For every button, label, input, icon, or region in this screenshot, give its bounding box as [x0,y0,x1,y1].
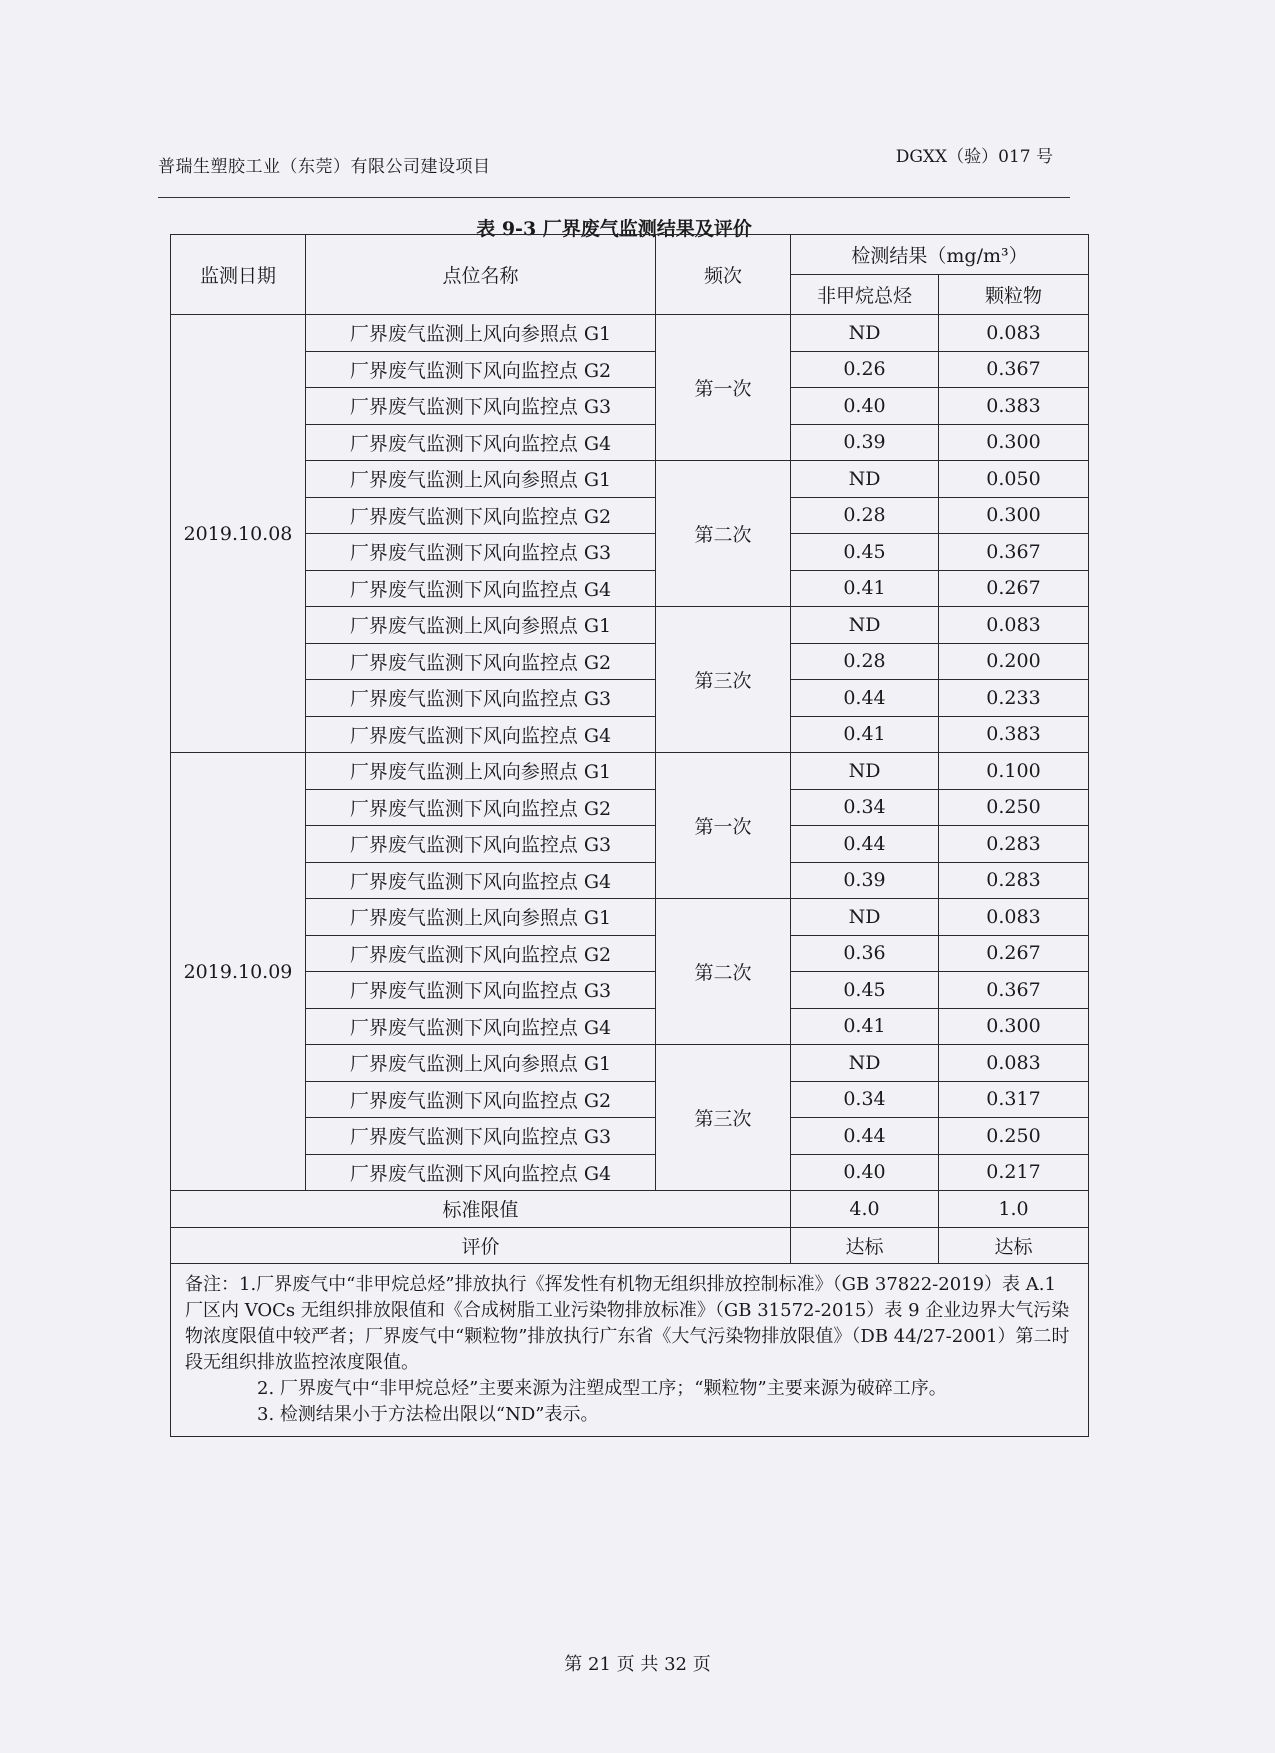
pm-value: 0.367 [939,534,1089,571]
table-title: 表 9-3 厂界废气监测结果及评价 [476,218,752,240]
pm-value: 0.267 [939,570,1089,607]
table-row [171,789,1089,826]
table-row [171,935,1089,972]
evaluation-label: 评价 [171,1227,791,1264]
pm-value: 0.267 [939,935,1089,972]
site-name: 厂界废气监测下风向监控点 G4 [306,862,656,899]
header-divider [158,197,1070,198]
page-number: 第 21 页 共 32 页 [564,1654,711,1675]
header-company: 普瑞生塑胶工业（东莞）有限公司建设项目 [158,157,491,177]
sampling-frequency: 第二次 [656,461,791,607]
site-name: 厂界废气监测下风向监控点 G3 [306,1118,656,1155]
table-row [171,716,1089,753]
site-name: 厂界废气监测下风向监控点 G2 [306,789,656,826]
table-row [171,753,1089,790]
monitoring-date: 2019.10.09 [171,753,306,1191]
site-name: 厂界废气监测下风向监控点 G3 [306,826,656,863]
nmhc-value: 0.45 [791,534,939,571]
pm-value: 0.083 [939,899,1089,936]
nmhc-value: 0.41 [791,570,939,607]
limit-pm: 1.0 [939,1191,1089,1228]
site-name: 厂界废气监测上风向参照点 G1 [306,607,656,644]
pm-value: 0.383 [939,716,1089,753]
nmhc-value: 0.34 [791,789,939,826]
nmhc-value: 0.41 [791,1008,939,1045]
nmhc-value: ND [791,315,939,352]
pm-value: 0.383 [939,388,1089,425]
table-body [171,315,1089,1191]
sampling-frequency: 第一次 [656,753,791,899]
nmhc-value: ND [791,899,939,936]
site-name: 厂界废气监测上风向参照点 G1 [306,753,656,790]
monitoring-date: 2019.10.08 [171,315,306,753]
site-name: 厂界废气监测上风向参照点 G1 [306,1045,656,1082]
site-name: 厂界废气监测下风向监控点 G4 [306,424,656,461]
nmhc-value: ND [791,1045,939,1082]
table-row [171,497,1089,534]
col-header-site: 点位名称 [306,235,656,315]
site-name: 厂界废气监测下风向监控点 G2 [306,351,656,388]
site-name: 厂界废气监测下风向监控点 G3 [306,534,656,571]
pm-value: 0.050 [939,461,1089,498]
nmhc-value: 0.40 [791,388,939,425]
pm-value: 0.317 [939,1081,1089,1118]
nmhc-value: 0.44 [791,1118,939,1155]
site-name: 厂界废气监测下风向监控点 G3 [306,680,656,717]
table-row [171,351,1089,388]
nmhc-value: 0.28 [791,497,939,534]
pm-value: 0.300 [939,1008,1089,1045]
sampling-frequency: 第一次 [656,315,791,461]
col-header-pm: 颗粒物 [939,275,1089,315]
col-header-frequency: 频次 [656,235,791,315]
site-name: 厂界废气监测下风向监控点 G2 [306,935,656,972]
table-row [171,972,1089,1009]
table-row [171,534,1089,571]
site-name: 厂界废气监测下风向监控点 G4 [306,1008,656,1045]
nmhc-value: ND [791,753,939,790]
nmhc-value: 0.40 [791,1154,939,1191]
nmhc-value: 0.44 [791,680,939,717]
table-row [171,570,1089,607]
pm-value: 0.367 [939,972,1089,1009]
table-row [171,680,1089,717]
pm-value: 0.083 [939,315,1089,352]
table-row [171,388,1089,425]
site-name: 厂界废气监测上风向参照点 G1 [306,461,656,498]
nmhc-value: 0.41 [791,716,939,753]
pm-value: 0.100 [939,753,1089,790]
table-row [171,899,1089,936]
pm-value: 0.233 [939,680,1089,717]
table-row [171,1008,1089,1045]
pm-value: 0.083 [939,607,1089,644]
site-name: 厂界废气监测上风向参照点 G1 [306,315,656,352]
table-row [171,1154,1089,1191]
pm-value: 0.283 [939,862,1089,899]
pm-value: 0.300 [939,424,1089,461]
note-2: 2. 厂界废气中“非甲烷总烃”主要来源为注塑成型工序；“颗粒物”主要来源为破碎工序。 [257,1378,947,1399]
pm-value: 0.300 [939,497,1089,534]
site-name: 厂界废气监测下风向监控点 G4 [306,1154,656,1191]
note-1-text: 1.厂界废气中“非甲烷总烃”排放执行《挥发性有机物无组织排放控制标准》（GB 37822-2019）表 A.1 厂区内 VOCs 无组织排放限值和《合成树脂工业污染物排放标准》（GB 31572-2015）表 9 企业边界大气污染物浓度限值中较严者；厂界废气中“颗粒物”排放执行广东省《大气污染物排放限值》（DB 44/27-2001）第二时段无组织排放监控浓度限值。 [185,1274,1070,1373]
pm-value: 0.250 [939,789,1089,826]
site-name: 厂界废气监测下风向监控点 G2 [306,1081,656,1118]
table-row [171,461,1089,498]
nmhc-value: 0.39 [791,862,939,899]
site-name: 厂界废气监测下风向监控点 G4 [306,716,656,753]
pm-value: 0.200 [939,643,1089,680]
nmhc-value: 0.39 [791,424,939,461]
sampling-frequency: 第三次 [656,607,791,753]
pm-value: 0.217 [939,1154,1089,1191]
site-name: 厂界废气监测下风向监控点 G3 [306,388,656,425]
table-row [171,1081,1089,1118]
nmhc-value: 0.45 [791,972,939,1009]
evaluation-nmhc: 达标 [791,1227,939,1264]
pm-value: 0.083 [939,1045,1089,1082]
limit-nmhc: 4.0 [791,1191,939,1228]
site-name: 厂界废气监测上风向参照点 G1 [306,899,656,936]
pm-value: 0.250 [939,1118,1089,1155]
table-row [171,643,1089,680]
col-header-result-group: 检测结果（mg/m³） [791,235,1089,275]
site-name: 厂界废气监测下风向监控点 G2 [306,497,656,534]
nmhc-value: ND [791,607,939,644]
table-row [171,826,1089,863]
table-row [171,1045,1089,1082]
site-name: 厂界废气监测下风向监控点 G3 [306,972,656,1009]
site-name: 厂界废气监测下风向监控点 G2 [306,643,656,680]
evaluation-pm: 达标 [939,1227,1089,1264]
nmhc-value: 0.44 [791,826,939,863]
limit-label: 标准限值 [171,1191,791,1228]
col-header-date: 监测日期 [171,235,306,315]
nmhc-value: 0.36 [791,935,939,972]
note-1 [185,1272,1078,1376]
notes-prefix: 备注： [185,1274,239,1295]
note-3: 3. 检测结果小于方法检出限以“ND”表示。 [257,1404,599,1425]
pm-value: 0.283 [939,826,1089,863]
site-name: 厂界废气监测下风向监控点 G4 [306,570,656,607]
notes-cell [171,1264,1089,1437]
table-row [171,424,1089,461]
pm-value: 0.367 [939,351,1089,388]
sampling-frequency: 第三次 [656,1045,791,1191]
col-header-nmhc: 非甲烷总烃 [791,275,939,315]
table-row [171,1118,1089,1155]
results-table [170,234,1089,1437]
nmhc-value: 0.34 [791,1081,939,1118]
nmhc-value: ND [791,461,939,498]
table-row [171,315,1089,352]
table-row [171,862,1089,899]
table-row [171,607,1089,644]
sampling-frequency: 第二次 [656,899,791,1045]
nmhc-value: 0.26 [791,351,939,388]
nmhc-value: 0.28 [791,643,939,680]
header-report-no: DGXX（验）017 号 [895,147,1053,167]
